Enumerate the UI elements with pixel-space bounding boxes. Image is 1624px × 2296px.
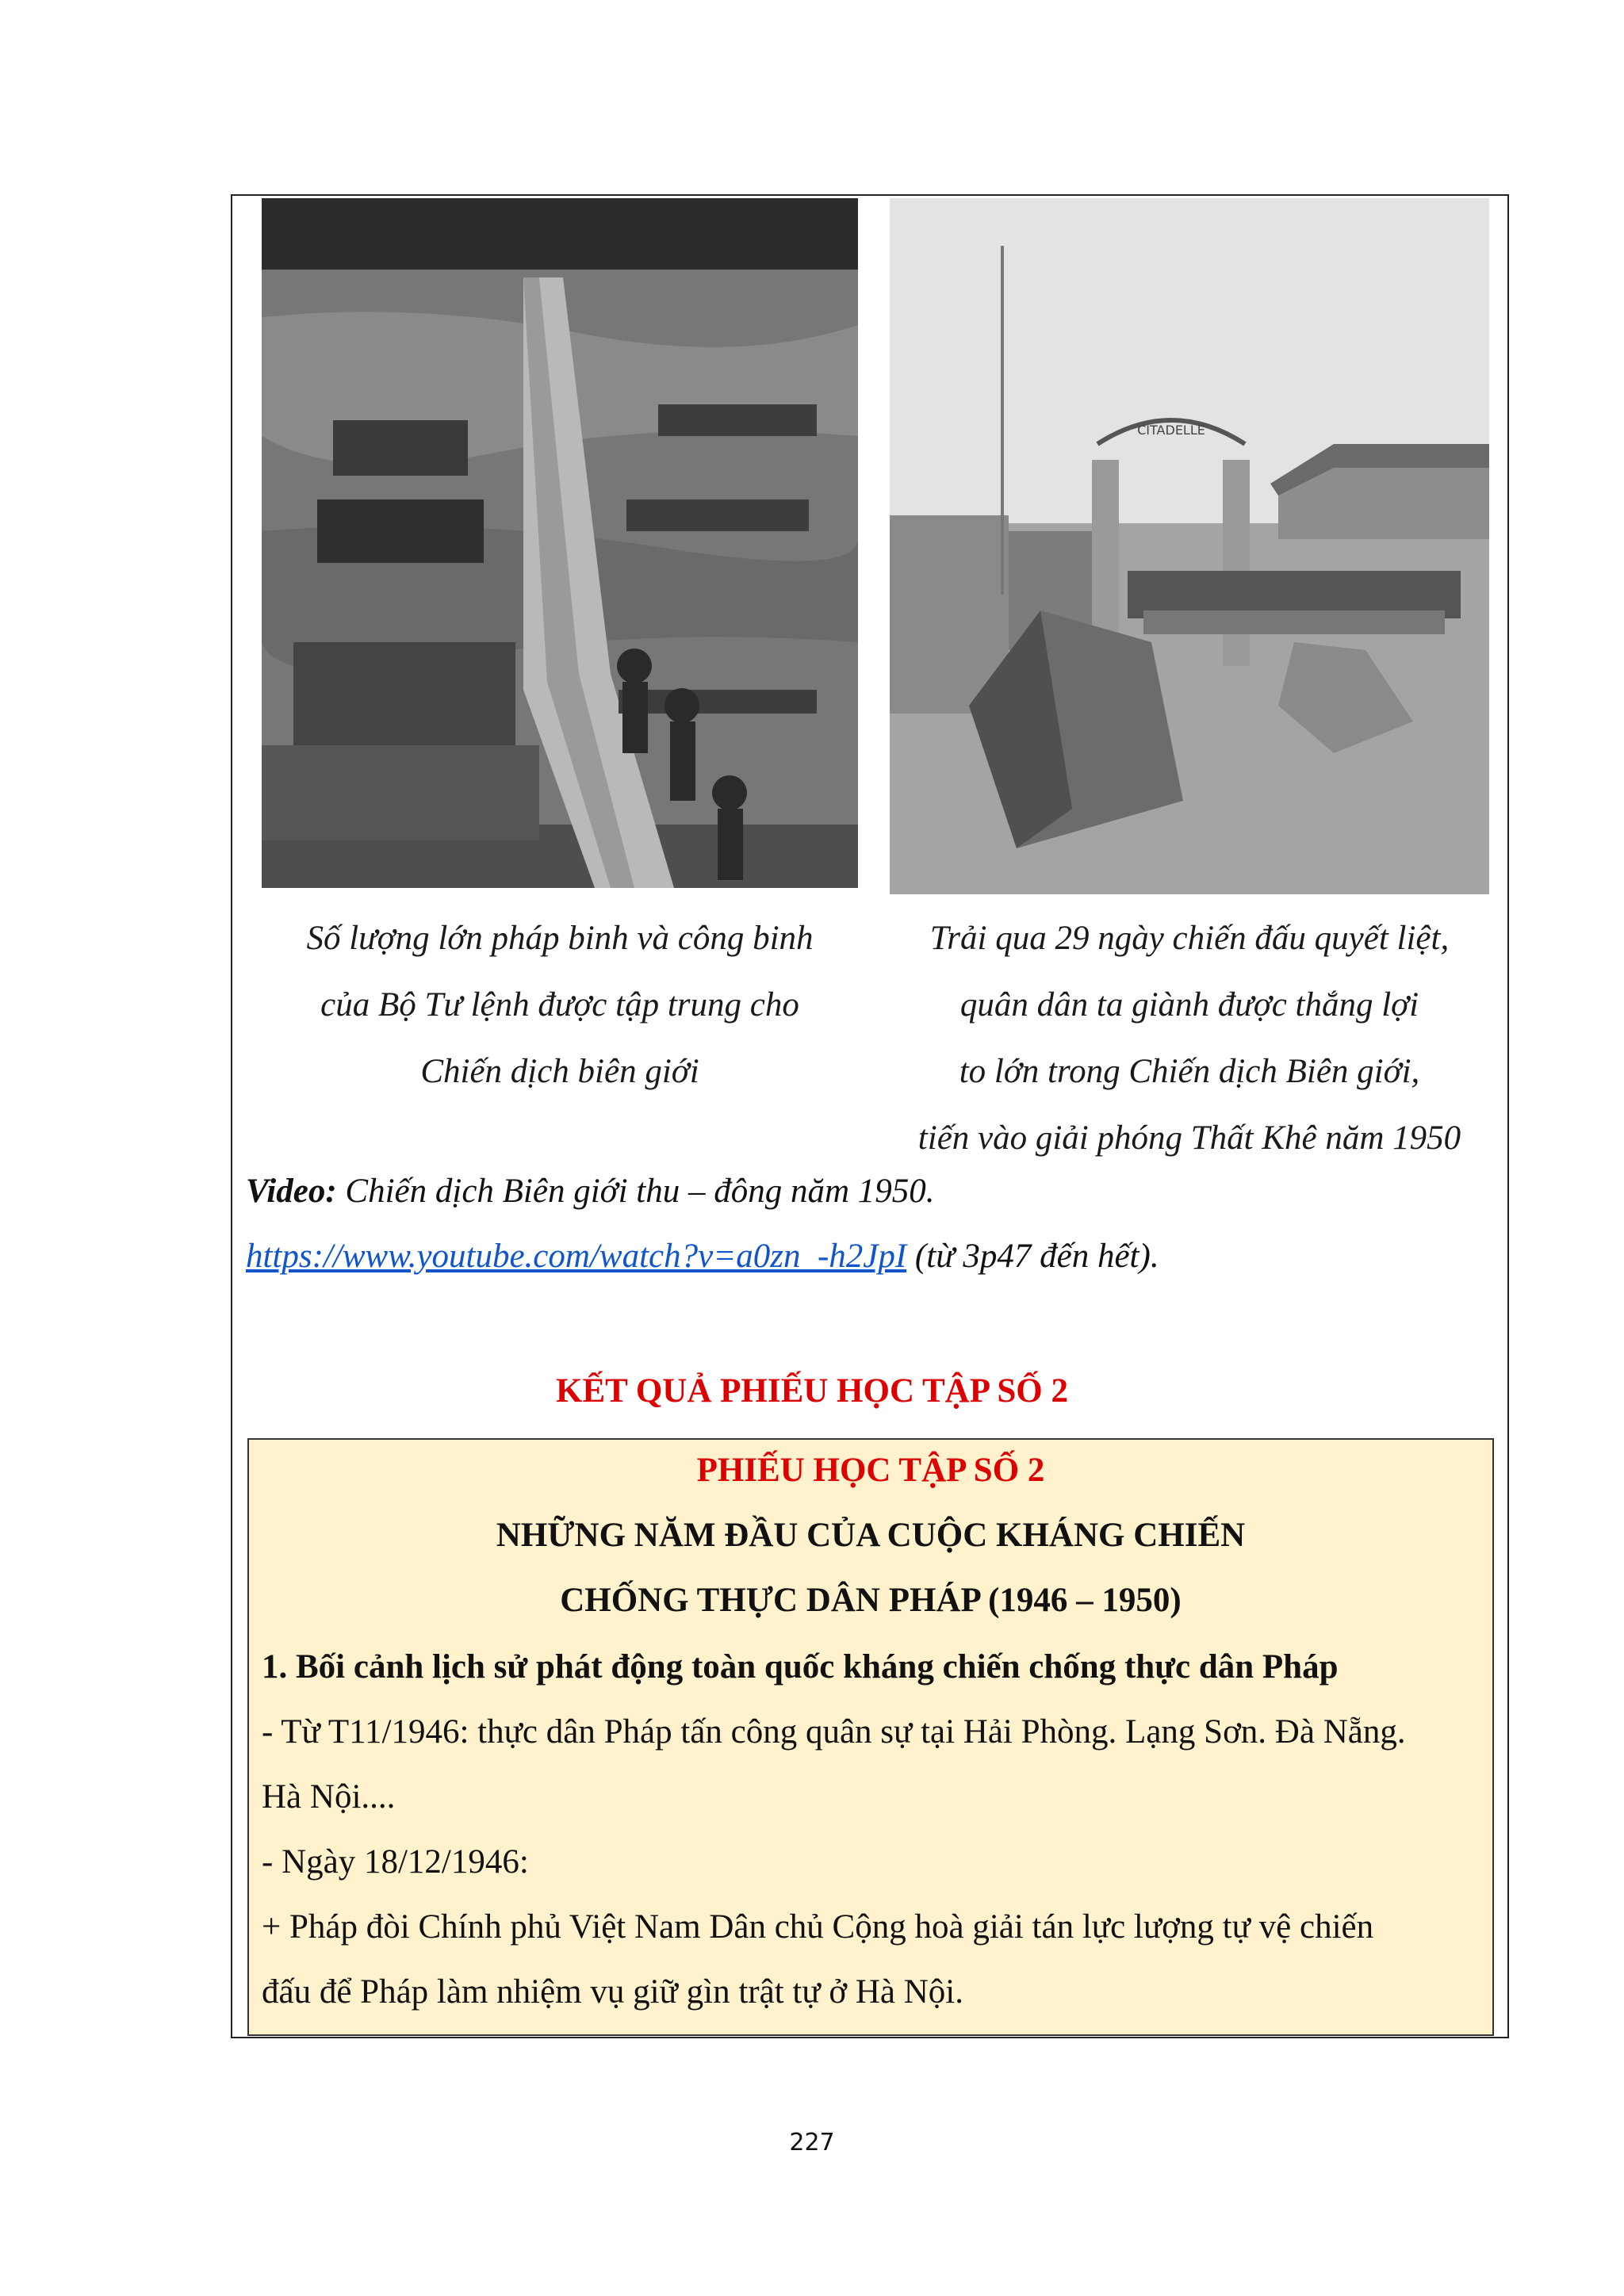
result-title: KẾT QUẢ PHIẾU HỌC TẬP SỐ 2	[556, 1372, 1068, 1410]
content-line: Hà Nội....	[262, 1778, 396, 1816]
worksheet-title: PHIẾU HỌC TẬP SỐ 2	[696, 1452, 1045, 1489]
content-line: + Pháp đòi Chính phủ Việt Nam Dân chủ Cộng hoà giải tán lực lượng tự vệ chiến	[262, 1908, 1374, 1946]
page-number: 227	[789, 2129, 835, 2156]
right-caption	[874, 905, 1505, 1172]
video-label: Video:	[246, 1173, 337, 1210]
video-note: (từ 3p47 đến hết).	[906, 1238, 1159, 1275]
content-line: - Từ T11/1946: thực dân Pháp tấn công quân sự tại Hải Phòng. Lạng Sơn. Đà Nẵng.	[262, 1713, 1406, 1751]
worksheet-heading-2: CHỐNG THỰC DÂN PHÁP (1946 – 1950)	[560, 1582, 1182, 1619]
video-line	[246, 1172, 935, 1211]
left-caption-line: của Bộ Tư lệnh được tập trung cho	[320, 986, 799, 1024]
content-line: - Ngày 18/12/1946:	[262, 1843, 529, 1881]
left-caption-line: Số lượng lớn pháp binh và công binh	[306, 920, 814, 957]
right-caption-line: Trải qua 29 ngày chiến đấu quyết liệt,	[929, 920, 1450, 957]
video-link-line	[246, 1237, 1159, 1276]
right-caption-line: to lớn trong Chiến dịch Biên giới,	[959, 1053, 1420, 1090]
right-caption-line: tiến vào giải phóng Thất Khê năm 1950	[917, 1119, 1461, 1157]
video-link[interactable]: https://www.youtube.com/watch?v=a0zn_-h2JpI	[246, 1238, 907, 1275]
bridge-photo	[262, 198, 858, 888]
section-heading: 1. Bối cảnh lịch sử phát động toàn quốc kháng chiến chống thực dân Pháp	[262, 1648, 1339, 1686]
content-line: đấu để Pháp làm nhiệm vụ giữ gìn trật tự ở Hà Nội.	[262, 1973, 964, 2011]
video-title: Chiến dịch Biên giới thu – đông năm 1950.	[336, 1173, 935, 1210]
left-caption	[262, 905, 858, 1105]
left-caption-line: Chiến dịch biên giới	[420, 1053, 699, 1090]
right-caption-line: quân dân ta giành được thắng lợi	[959, 986, 1419, 1024]
citadel-arch-label: CITADELLE	[1137, 423, 1205, 438]
worksheet-heading-1: NHỮNG NĂM ĐẦU CỦA CUỘC KHÁNG CHIẾN	[496, 1517, 1246, 1554]
citadel-photo	[890, 198, 1489, 894]
worksheet-box	[247, 1438, 1494, 2036]
